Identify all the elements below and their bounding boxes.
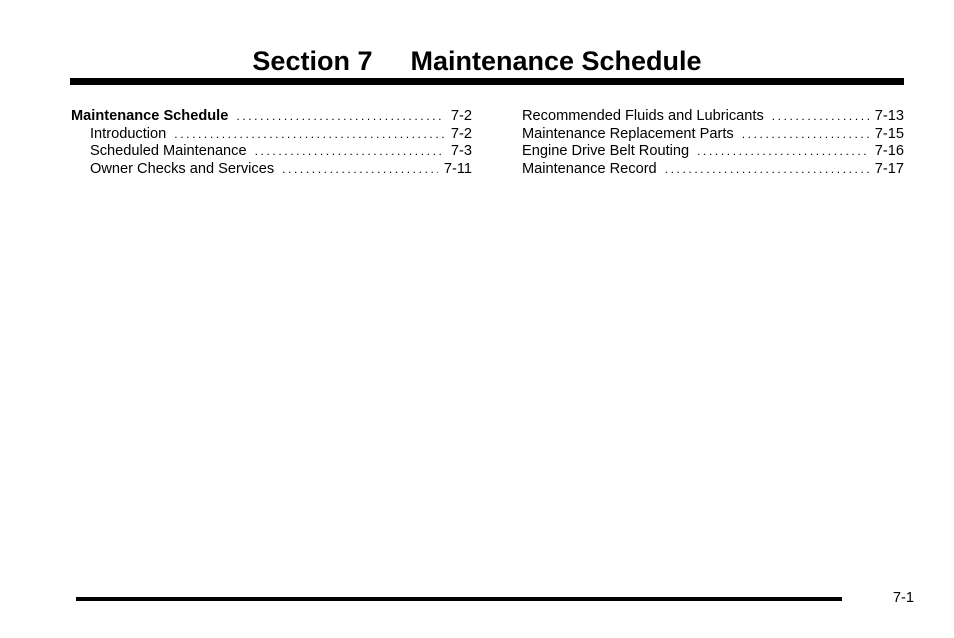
toc-entry[interactable] bbox=[522, 108, 904, 126]
toc-dot-leader bbox=[255, 143, 445, 161]
toc-entry-label: Maintenance Replacement Parts bbox=[522, 125, 734, 142]
toc-entry[interactable] bbox=[522, 161, 904, 179]
toc-entry-page: 7-11 bbox=[443, 160, 472, 177]
toc-entry-page: 7-3 bbox=[450, 143, 472, 159]
toc-entry-label: Recommended Fluids and Lubricants bbox=[522, 108, 764, 124]
toc-entry[interactable] bbox=[71, 126, 472, 144]
toc-entry-page: 7-16 bbox=[874, 143, 904, 159]
toc-entry-page: 7-17 bbox=[874, 160, 904, 177]
toc-entry-page: 7-13 bbox=[874, 108, 904, 124]
footer-rule bbox=[76, 597, 842, 601]
toc-entry[interactable] bbox=[522, 126, 904, 144]
toc-column-left bbox=[71, 108, 472, 178]
toc-dot-leader bbox=[742, 126, 869, 144]
toc-entry[interactable] bbox=[522, 143, 904, 161]
toc-dot-leader bbox=[772, 108, 869, 126]
toc-dot-leader bbox=[282, 161, 438, 179]
toc-entry-label: Engine Drive Belt Routing bbox=[522, 143, 690, 159]
toc-entry-page: 7-15 bbox=[874, 125, 904, 142]
page-number: 7-1 bbox=[892, 590, 914, 606]
toc-entry[interactable] bbox=[71, 161, 472, 179]
toc-entry[interactable] bbox=[71, 108, 472, 126]
toc-entry-label: Maintenance Schedule bbox=[71, 108, 229, 124]
header-rule bbox=[70, 78, 904, 85]
toc-dot-leader bbox=[697, 143, 869, 161]
toc-dot-leader bbox=[665, 161, 869, 179]
toc-entry-label: Introduction bbox=[90, 125, 167, 142]
toc-entry-label: Scheduled Maintenance bbox=[90, 143, 247, 159]
toc-dot-leader bbox=[174, 126, 445, 144]
toc-entry-label: Owner Checks and Services bbox=[90, 160, 275, 177]
section-name: Maintenance Schedule bbox=[410, 46, 702, 76]
toc-entry-label: Maintenance Record bbox=[522, 160, 657, 177]
toc-entry[interactable] bbox=[71, 143, 472, 161]
toc-entry-page: 7-2 bbox=[450, 108, 472, 124]
toc-column-right bbox=[522, 108, 904, 178]
section-title bbox=[0, 44, 954, 78]
toc-entry-page: 7-2 bbox=[450, 125, 472, 142]
toc-dot-leader bbox=[236, 108, 445, 126]
section-number: Section 7 bbox=[252, 46, 373, 76]
